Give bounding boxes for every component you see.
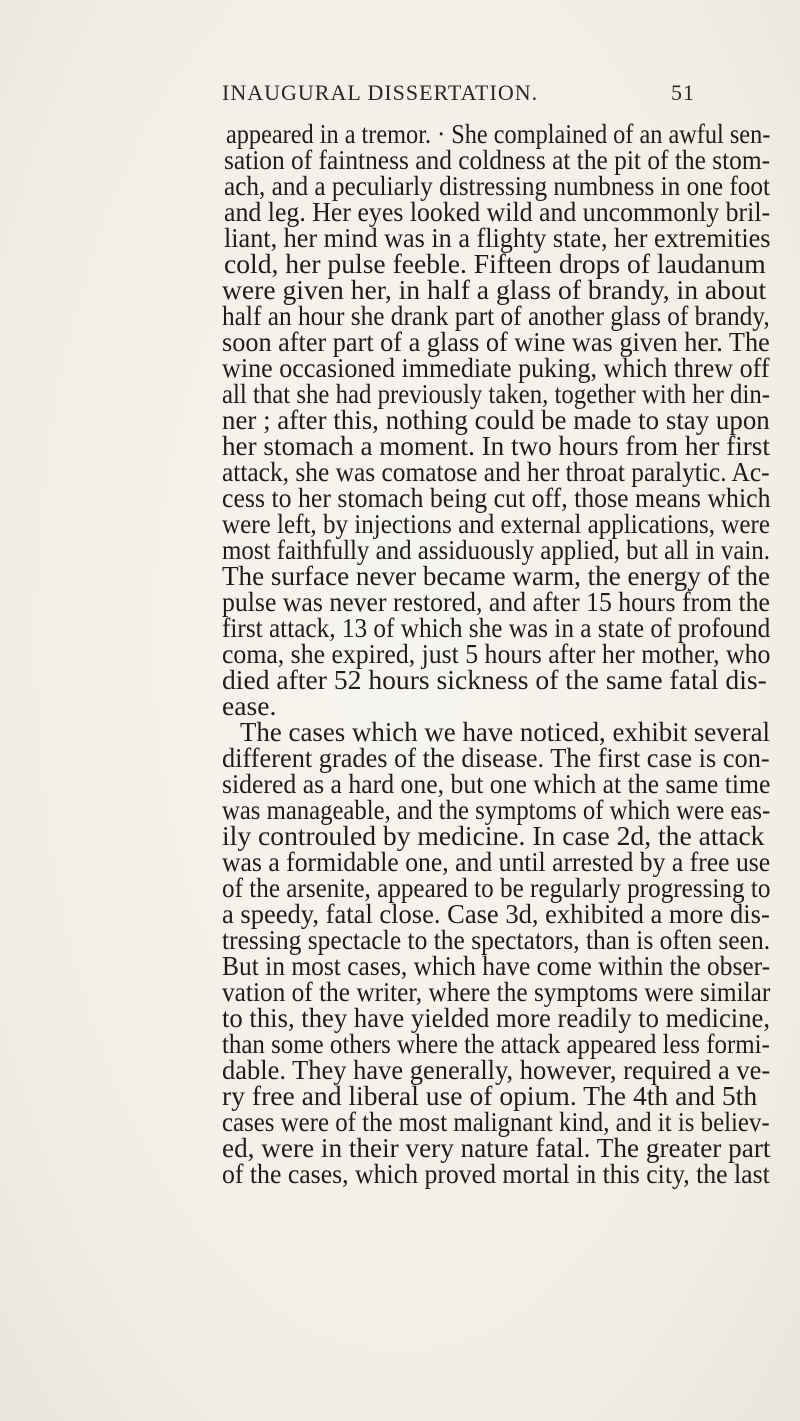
text-line: a speedy, fatal close. Case 3d, exhibited a more dis- [222, 898, 770, 929]
text-line: vation of the writer, where the symptoms were similar [222, 976, 771, 1007]
text-line: liant, her mind was in a flighty state, her extremities [224, 222, 771, 253]
text-line: tressing spectacle to the spectators, than is often seen. [222, 924, 771, 955]
text-line: ner ; after this, nothing could be made to stay upon [222, 404, 770, 435]
running-title: INAUGURAL DISSERTATION. [222, 80, 539, 105]
text-line: died after 52 hours sickness of the same fatal dis- [222, 664, 767, 695]
text-line: was manageable, and the symptoms of which were eas- [222, 794, 771, 825]
text-line: than some others where the attack appeared less formi- [222, 1028, 770, 1059]
text-line: cess to her stomach being cut off, those means which [222, 482, 771, 513]
text-line: attack, she was comatose and her throat paralytic. Ac- [222, 456, 770, 487]
text-line: and leg. Her eyes looked wild and uncommonly bril- [224, 196, 771, 227]
text-line: pulse was never restored, and after 15 hours from the [222, 586, 770, 617]
text-line: appeared in a tremor. · She complained of an awful sen- [226, 118, 771, 149]
page-number: 51 [671, 80, 695, 105]
text-line: The cases which we have noticed, exhibit several [240, 716, 771, 747]
text-line: wine occasioned immediate puking, which threw off [222, 352, 770, 383]
text-line: The surface never became warm, the energy of the [222, 560, 770, 591]
text-line: ily controuled by medicine. In case 2d, the attack [222, 820, 765, 851]
text-line: sation of faintness and coldness at the pit of the stom- [224, 144, 771, 175]
text-line: soon after part of a glass of wine was given her. The [222, 326, 770, 357]
text-line: half an hour she drank part of another glass of brandy, [222, 300, 770, 331]
text-line: was a formidable one, and until arrested by a free use [222, 846, 771, 877]
text-line: coma, she expired, just 5 hours after her mother, who [222, 638, 771, 669]
text-line: ach, and a peculiarly distressing numbness in one foot [224, 170, 770, 201]
text-line: dable. They have generally, however, required a ve- [222, 1054, 771, 1085]
text-line: all that she had previously taken, together with her din- [222, 378, 770, 409]
text-line: ry free and liberal use of opium. The 4th and 5th [222, 1080, 758, 1111]
text-line: cold, her pulse feeble. Fifteen drops of laudanum [224, 248, 766, 279]
text-line: of the arsenite, appeared to be regularly progressing to [222, 872, 771, 903]
text-line: different grades of the disease. The first case is con- [222, 742, 770, 773]
text-line: most faithfully and assiduously applied, but all in vain. [222, 534, 770, 565]
text-line: sidered as a hard one, but one which at the same time [222, 768, 771, 799]
text-line: ed, were in their very nature fatal. The greater part [222, 1132, 771, 1163]
text-line: of the cases, which proved mortal in this city, the last [222, 1158, 770, 1189]
text-line: ease. [222, 690, 277, 721]
text-line: cases were of the most malignant kind, and it is believ- [222, 1106, 770, 1137]
text-line: were left, by injections and external applications, were [222, 508, 771, 539]
text-line: to this, they have yielded more readily to medicine, [222, 1002, 771, 1033]
text-line: her stomach a moment. In two hours from her first [222, 430, 770, 461]
text-line: were given her, in half a glass of brandy, in about [222, 274, 767, 305]
text-line: But in most cases, which have come within the obser- [222, 950, 771, 981]
text-line: first attack, 13 of which she was in a state of profound [222, 612, 771, 643]
